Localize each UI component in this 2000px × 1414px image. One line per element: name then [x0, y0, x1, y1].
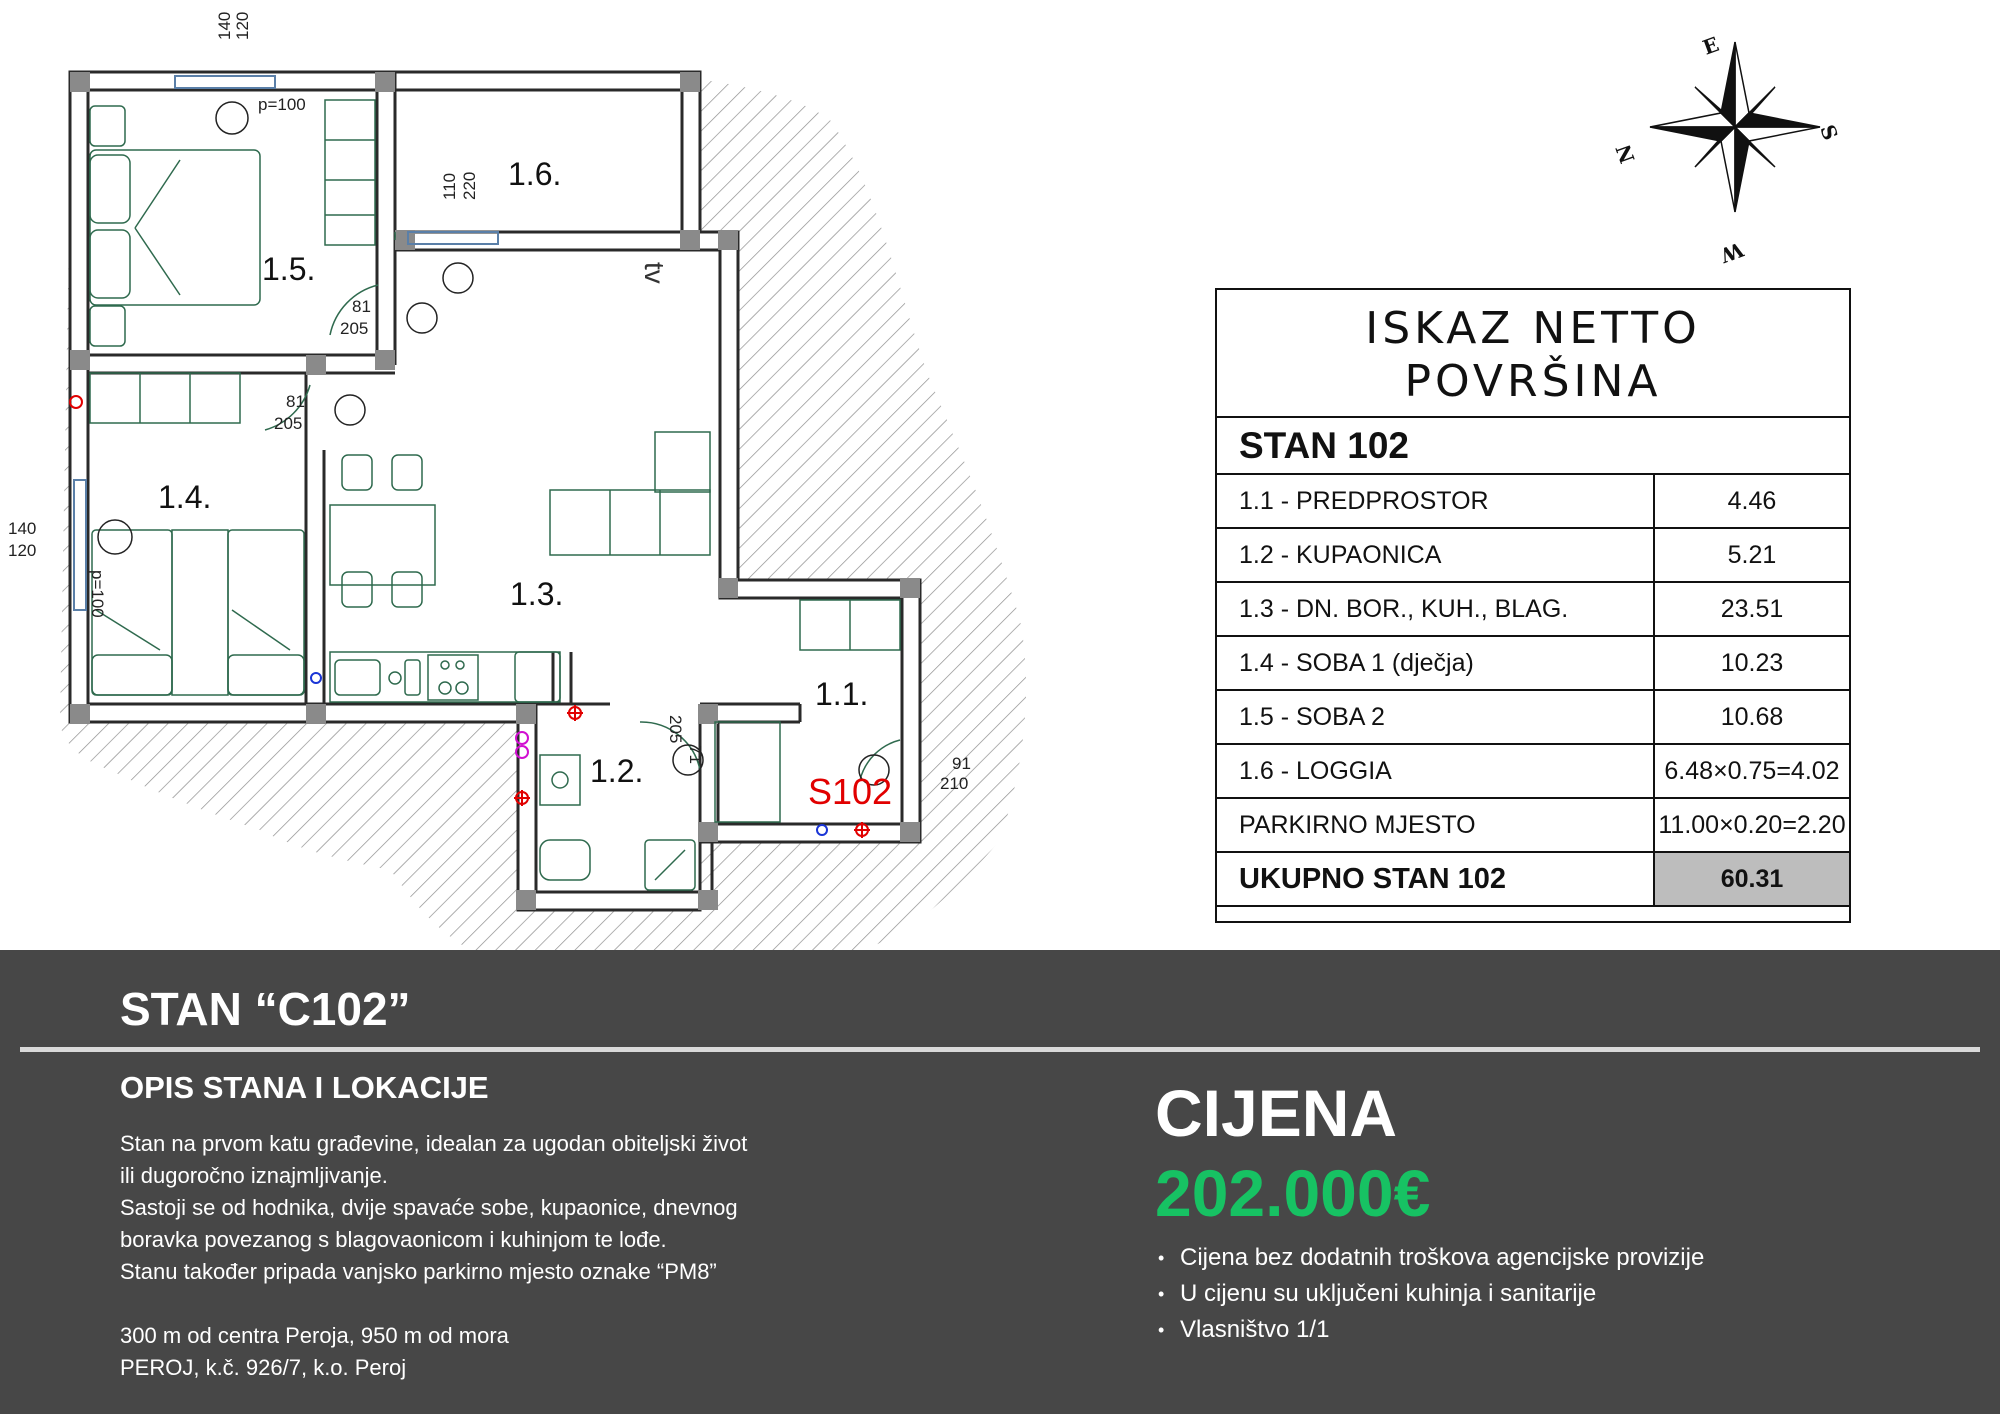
- row-label: 1.5 - SOBA 2: [1217, 691, 1655, 743]
- table-row: [1217, 745, 1849, 799]
- dim-loggia-door-a: 110: [440, 172, 459, 200]
- row-label: 1.1 - PREDPROSTOR: [1217, 475, 1655, 527]
- svg-text:N: N: [1610, 141, 1640, 167]
- room-label-1-6: 1.6.: [508, 156, 562, 192]
- table-row: [1217, 529, 1849, 583]
- dim-parapet-15: p=100: [258, 95, 306, 114]
- area-table-footer: [1217, 907, 1849, 921]
- row-value: 23.51: [1720, 595, 1784, 623]
- description-line: Stanu također pripada vanjsko parkirno mjesto oznake “PM8”: [120, 1259, 717, 1284]
- compass-rose: [1650, 42, 1820, 212]
- total-label: UKUPNO STAN 102: [1217, 853, 1655, 905]
- unit-code-label: S102: [808, 771, 893, 812]
- price-note: • Cijena bez dodatnih troškova agencijske provizije: [1158, 1240, 1704, 1276]
- location-line: 300 m od centra Peroja, 950 m od mora: [120, 1323, 509, 1348]
- dim-door-14-b: 205: [274, 414, 303, 433]
- row-label: PARKIRNO MJESTO: [1217, 799, 1655, 851]
- row-value: 11.00×0.20=2.20: [1658, 811, 1846, 839]
- row-value: 10.68: [1720, 703, 1784, 731]
- row-value: 4.46: [1727, 487, 1777, 515]
- listing-panel: [0, 950, 2000, 1414]
- svg-text:S: S: [1815, 121, 1843, 144]
- dim-door-12-b: 205: [666, 715, 685, 744]
- dim-door-12-a: 71: [686, 745, 705, 764]
- divider: [20, 1047, 1980, 1052]
- room-label-1-1: 1.1.: [815, 676, 869, 712]
- room-label-1-2: 1.2.: [590, 753, 644, 789]
- price-note: • U cijenu su uključeni kuhinja i sanitarije: [1158, 1276, 1704, 1312]
- description-line: Sastoji se od hodnika, dvije spavaće sobe, kupaonice, dnevnog: [120, 1195, 738, 1220]
- row-label: 1.3 - DN. BOR., KUH., BLAG.: [1217, 583, 1655, 635]
- dim-loggia-door-b: 220: [460, 171, 479, 200]
- dim-door-15-b: 205: [340, 319, 369, 338]
- unit-title: STAN “C102”: [120, 983, 411, 1035]
- dim-top-window-b: 120: [233, 11, 252, 40]
- room-label-1-4: 1.4.: [158, 479, 212, 515]
- row-value: 6.48×0.75=4.02: [1664, 757, 1840, 785]
- area-table-unit: STAN 102: [1217, 418, 1849, 475]
- price-heading: CIJENA: [1155, 1076, 1398, 1150]
- price-value: 202.000€: [1155, 1156, 1431, 1230]
- description-line: Stan na prvom katu građevine, idealan za ugodan obiteljski život: [120, 1131, 748, 1156]
- row-label: 1.6 - LOGGIA: [1217, 745, 1655, 797]
- room-label-1-3: 1.3.: [510, 576, 564, 612]
- row-value: 10.23: [1720, 649, 1784, 677]
- description-line: ili dugoročno iznajmljivanje.: [120, 1163, 388, 1188]
- description-line: boravka povezanog s blagovaonicom i kuhinjom te lođe.: [120, 1227, 667, 1252]
- dim-door-15-a: 81: [352, 297, 371, 316]
- location-line: PEROJ, k.č. 926/7, k.o. Peroj: [120, 1355, 407, 1380]
- total-value: 60.31: [1655, 853, 1849, 905]
- dim-parapet-14: p=100: [88, 570, 107, 618]
- row-label: 1.2 - KUPAONICA: [1217, 529, 1655, 581]
- table-total-row: [1217, 853, 1849, 907]
- description-heading: OPIS STANA I LOKACIJE: [120, 1070, 489, 1105]
- area-table-title-line2: POVRŠINA: [1404, 356, 1662, 407]
- room-label-1-5: 1.5.: [262, 251, 316, 287]
- table-row: [1217, 691, 1849, 745]
- table-row: [1217, 583, 1849, 637]
- dim-entry-door-b: 210: [940, 774, 969, 793]
- row-value: 5.21: [1727, 541, 1777, 569]
- table-row: [1217, 637, 1849, 691]
- row-label: 1.4 - SOBA 1 (dječja): [1217, 637, 1655, 689]
- table-row: [1217, 475, 1849, 529]
- area-table-title-line1: ISKAZ NETTO: [1365, 303, 1701, 354]
- location-text: [120, 1320, 509, 1384]
- area-table: [1215, 288, 1851, 923]
- dim-left-window-b: 120: [8, 541, 37, 560]
- price-note: • Vlasništvo 1/1: [1158, 1312, 1704, 1348]
- description-text: [120, 1128, 880, 1288]
- dim-entry-door-a: 91: [952, 754, 971, 773]
- svg-text:W: W: [1717, 237, 1747, 268]
- price-notes: [1158, 1240, 1704, 1348]
- tv-label: tv: [639, 262, 670, 284]
- svg-text:E: E: [1699, 31, 1723, 60]
- area-table-title: [1217, 290, 1849, 418]
- table-row: [1217, 799, 1849, 853]
- dim-top-window-a: 140: [215, 11, 234, 40]
- dim-door-14-a: 81: [286, 392, 305, 411]
- dim-left-window-a: 140: [8, 519, 37, 538]
